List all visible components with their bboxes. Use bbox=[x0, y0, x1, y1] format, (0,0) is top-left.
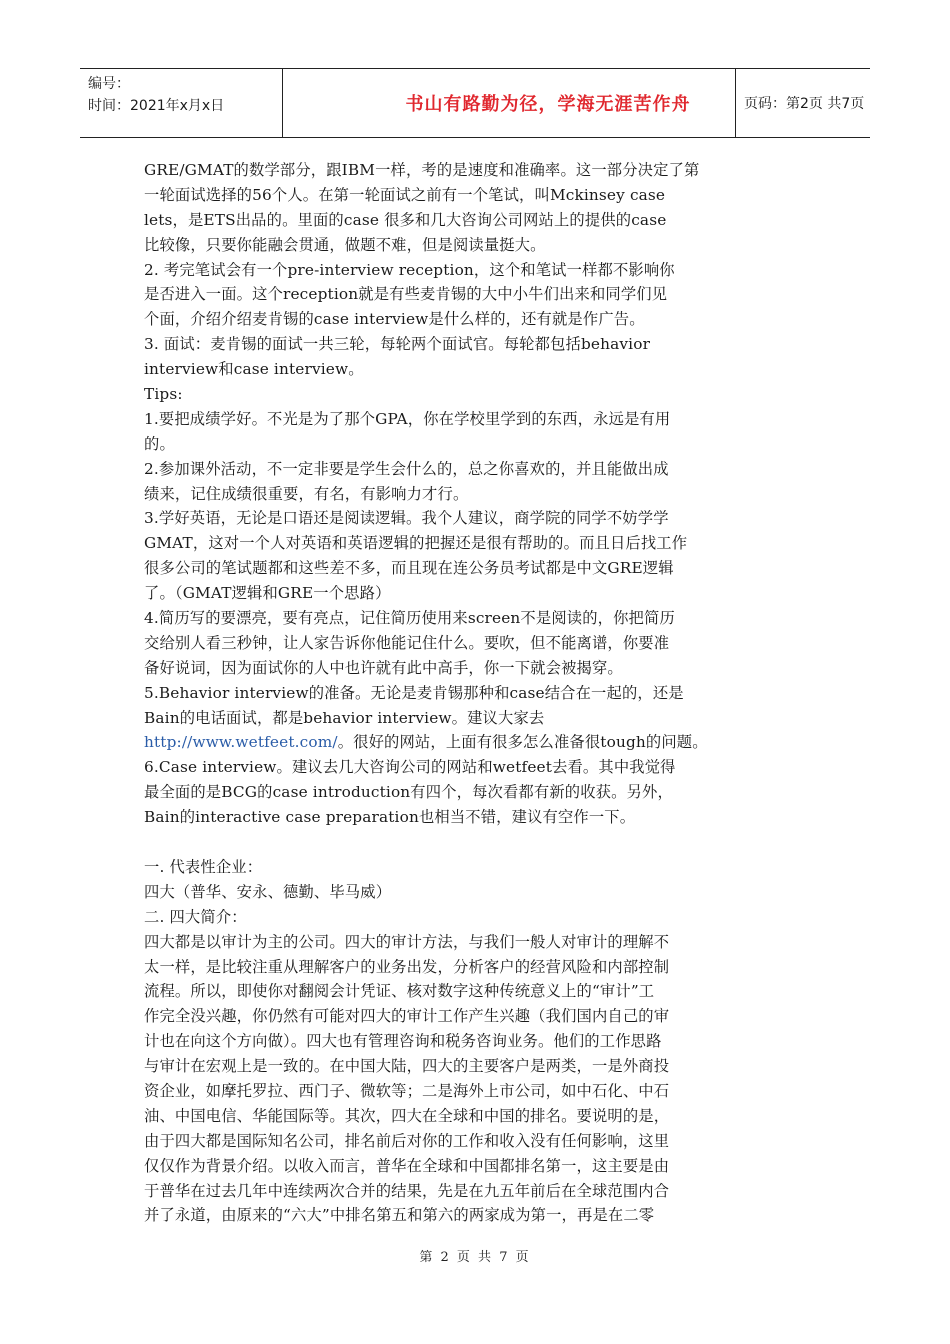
text-line: 比较像，只要你能融会贯通，做题不难，但是阅读量挺大。 bbox=[144, 235, 546, 254]
text-line: 仅仅作为背景介绍。以收入而言，普华在全球和中国都排名第一，这主要是由 bbox=[144, 1156, 670, 1175]
text-line: Bain的interactive case preparation也相当不错，建议有空作一下。 bbox=[144, 808, 636, 827]
text-line: lets，是ETS出品的。里面的case 很多和几大咨询公司网站上的提供的case bbox=[144, 210, 667, 229]
text-line: interview和case interview。 bbox=[144, 360, 364, 379]
header-meta bbox=[88, 73, 278, 117]
header-divider bbox=[735, 69, 736, 137]
text-line: 5.Behavior interview的准备。无论是麦肯锡那种和case结合在一起的，还是 bbox=[144, 683, 684, 702]
header-motto: 书山有路勤为径，学海无涯苦作舟 bbox=[405, 94, 691, 115]
text-line: GMAT，这对一个人对英语和英语逻辑的把握还是很有帮助的。而且日后找工作 bbox=[144, 534, 688, 553]
text-line: 很多公司的笔试题都和这些差不多，而且现在连公务员考试都是中文GRE逻辑 bbox=[144, 559, 674, 578]
link-trailing-text: 。很好的网站，上面有很多怎么准备很tough的问题。 bbox=[337, 733, 708, 752]
page-footer: 第 2 页 共 7 页 bbox=[419, 1250, 531, 1265]
text-line: 由于四大都是国际知名公司，排名前后对你的工作和收入没有任何影响，这里 bbox=[144, 1131, 670, 1150]
text-line: 并了永道，由原来的“六大”中排名第五和第六的两家成为第一，再是在二零 bbox=[144, 1206, 655, 1225]
text-line: 于普华在过去几年中连续两次合并的结果，先是在九五年前后在全球范围内合 bbox=[144, 1181, 670, 1200]
text-line: 1.要把成绩学好。不光是为了那个GPA，你在学校里学到的东西，永远是有用 bbox=[144, 409, 671, 428]
text-line: 最全面的是BCG的case introduction有四个，每次看都有新的收获。另外， bbox=[144, 783, 673, 802]
text-line: 了。（GMAT逻辑和GRE一个思路） bbox=[144, 584, 391, 603]
text-line: 计也在向这个方向做）。四大也有管理咨询和税务咨询业务。他们的工作思路 bbox=[144, 1032, 662, 1051]
text-line: 个面，介绍介绍麦肯锡的case interview是什么样的，还有就是作广告。 bbox=[144, 310, 645, 329]
text-line: 4.简历写的要漂亮，要有亮点，记住简历使用来screen不是阅读的，你把简历 bbox=[144, 609, 675, 628]
text-line: 备好说词，因为面试你的人中也许就有此中高手，你一下就会被揭穿。 bbox=[144, 658, 623, 677]
text-line: 2. 考完笔试会有一个pre-interview reception，这个和笔试一样都不影响你 bbox=[144, 260, 675, 279]
header-page-number: 页码：第2页 共7页 bbox=[744, 96, 865, 112]
text-line-with-link bbox=[144, 730, 814, 755]
text-line: GRE/GMAT的数学部分，跟IBM一样，考的是速度和准确率。这一部分决定了第 bbox=[144, 161, 700, 179]
text-line bbox=[144, 830, 814, 855]
text-line: 油、中国电信、华能国际等。其次，四大在全球和中国的排名。要说明的是， bbox=[144, 1106, 670, 1125]
text-line: 一轮面试选择的56个人。在第一轮面试之前有一个笔试，叫Mckinsey case bbox=[144, 185, 666, 204]
text-line: 与审计在宏观上是一致的。在中国大陆，四大的主要客户是两类，一是外商投 bbox=[144, 1057, 670, 1076]
text-line: 太一样，是比较注重从理解客户的业务出发，分析客户的经营风险和内部控制 bbox=[144, 957, 670, 976]
text-line: 绩来，记住成绩很重要，有名，有影响力才行。 bbox=[144, 484, 469, 503]
text-line: 资企业，如摩托罗拉、西门子、微软等；二是海外上市公司，如中石化、中石 bbox=[144, 1081, 670, 1100]
document-time-label: 时间：2021年x月x日 bbox=[88, 98, 225, 114]
text-line: 3.学好英语，无论是口语还是阅读逻辑。我个人建议，商学院的同学不妨学学 bbox=[144, 509, 669, 528]
wetfeet-link[interactable]: http://www.wetfeet.com/ bbox=[144, 733, 338, 752]
text-line: Tips: bbox=[144, 385, 183, 404]
document-number-label: 编号： bbox=[88, 76, 130, 92]
text-line: 流程。所以，即使你对翻阅会计凭证、核对数字这种传统意义上的“审计”工 bbox=[144, 982, 655, 1001]
text-line: 四大（普华、安永、德勤、毕马威） bbox=[144, 882, 392, 901]
text-line: 2.参加课外活动，不一定非要是学生会什么的，总之你喜欢的，并且能做出成 bbox=[144, 459, 669, 478]
header-divider bbox=[282, 69, 283, 137]
text-line: 二. 四大简介： bbox=[144, 907, 247, 926]
text-line: 一. 代表性企业： bbox=[144, 857, 263, 876]
document-body bbox=[144, 158, 814, 1228]
text-line: 3. 面试：麦肯锡的面试一共三轮，每轮两个面试官。每轮都包括behavior bbox=[144, 335, 651, 354]
text-line: 的。 bbox=[144, 434, 175, 453]
text-line: 是否进入一面。这个reception就是有些麦肯锡的大中小牛们出来和同学们见 bbox=[144, 285, 668, 304]
text-line: 四大都是以审计为主的公司。四大的审计方法，与我们一般人对审计的理解不 bbox=[144, 932, 670, 951]
text-line: 交给别人看三秒钟，让人家告诉你他能记住什么。要吹，但不能离谱，你要准 bbox=[144, 633, 670, 652]
page-header bbox=[80, 68, 870, 138]
text-line: 6.Case interview。建议去几大咨询公司的网站和wetfeet去看。其中我觉得 bbox=[144, 758, 676, 777]
text-line: Bain的电话面试，都是behavior interview。建议大家去 bbox=[144, 708, 545, 727]
text-line: 作完全没兴趣，你仍然有可能对四大的审计工作产生兴趣（我们国内自己的审 bbox=[144, 1007, 670, 1026]
